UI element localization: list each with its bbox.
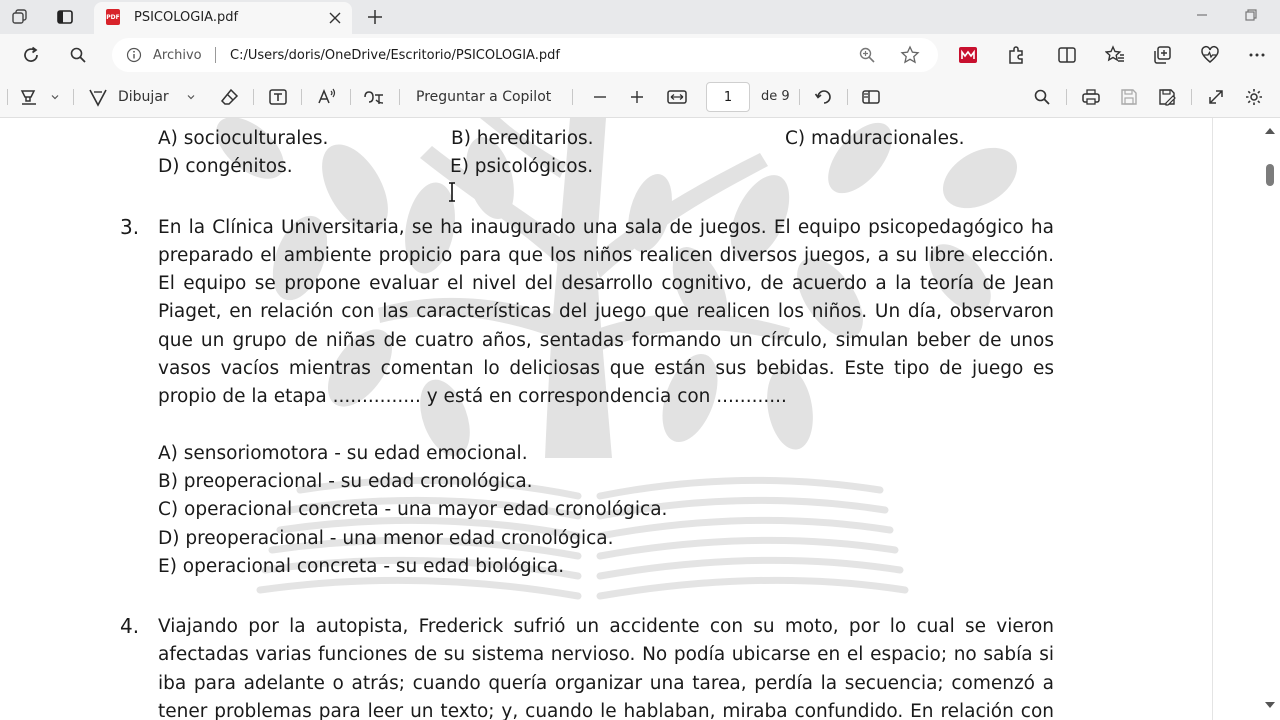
highlight-options-chevron-icon[interactable] (48, 85, 62, 109)
close-icon[interactable] (328, 10, 342, 29)
page-number-input[interactable]: 1 (706, 82, 750, 112)
tab-actions-icon[interactable] (54, 6, 76, 28)
q3-option: E) operacional concreta - su edad biológica. (158, 556, 565, 577)
toolbar-divider (350, 89, 351, 105)
restore-icon[interactable] (1244, 8, 1258, 26)
toolbar-divider (73, 89, 74, 105)
draw-icon (88, 87, 108, 107)
q3-text-line: preparado el ambiente propicio para que los niños realicen diversos juegos, a su libre elección. (158, 245, 1054, 266)
toolbar-divider (253, 89, 254, 105)
scrollbar-thumb[interactable] (1266, 164, 1274, 186)
eraser-icon[interactable] (219, 85, 241, 109)
pdf-page-viewer[interactable] (0, 118, 1280, 720)
toolbar-divider (301, 89, 302, 105)
q2-option-b: B) hereditarios. (451, 128, 594, 149)
read-aloud-icon[interactable] (316, 85, 338, 109)
highlight-icon[interactable] (18, 85, 40, 109)
address-bar[interactable] (112, 38, 938, 72)
new-tab-icon[interactable] (364, 6, 386, 28)
tab-strip (0, 0, 1280, 34)
text-icon[interactable] (267, 85, 289, 109)
q2-option-e: E) psicológicos. (450, 156, 594, 177)
toolbar-divider (799, 89, 800, 105)
split-screen-icon[interactable] (1055, 43, 1079, 67)
favorites-icon[interactable] (1103, 43, 1127, 67)
address-scheme-label: Archivo (153, 48, 202, 63)
q4-text-line: tener problemas para leer un texto; y, cuando le hablaban, miraba confundido. En relación con (158, 701, 1054, 720)
q2-option-c: C) maduracionales. (785, 128, 965, 149)
zoom-icon[interactable] (858, 46, 876, 68)
settings-icon[interactable] (1243, 85, 1265, 109)
q3-option: C) operacional concreta - una mayor edad cronológica. (158, 499, 668, 520)
q3-text-line: El equipo se propone evaluar el nivel del desarrollo cognitivo, de acuerdo a la teoría de Jean (158, 273, 1054, 294)
browser-essentials-icon[interactable] (1198, 43, 1222, 67)
toolbar-divider (572, 89, 573, 105)
q3-text-line: que un grupo de niñas de cuatro años, sentadas formando un círculo, simulan beber de unos (158, 330, 1054, 351)
save-as-icon[interactable] (1156, 85, 1178, 109)
pdf-file-icon (106, 9, 120, 25)
minimize-icon[interactable] (1195, 8, 1209, 26)
zoom-in-icon[interactable] (627, 85, 647, 109)
scroll-up-icon[interactable] (1265, 128, 1275, 134)
refresh-icon[interactable] (19, 43, 43, 67)
toolbar-divider (7, 89, 8, 105)
print-icon[interactable] (1080, 85, 1102, 109)
search-icon[interactable] (66, 43, 90, 67)
q4-text-line: Viajando por la autopista, Frederick sufrió un accidente con su moto, por lo cual se vieron (158, 616, 1054, 637)
workspaces-icon[interactable] (9, 6, 31, 28)
zoom-out-icon[interactable] (590, 85, 610, 109)
draw-button[interactable] (88, 85, 168, 109)
vertical-scrollbar[interactable] (1262, 118, 1280, 720)
q3-text-line: Piaget, en relación con las características del juego que realicen los niños. Un día, observaron (158, 301, 1054, 322)
q3-option: A) sensoriomotora - su edad emocional. (158, 443, 528, 464)
q3-option: B) preoperacional - su edad cronológica. (158, 471, 533, 492)
address-bar-row (0, 34, 1280, 76)
q3-text-line: En la Clínica Universitaria, se ha inaugurado una sala de juegos. El equipo psicopedagógico ha (158, 217, 1054, 238)
pdf-badge-text: PDF (106, 13, 120, 21)
ask-copilot-button[interactable] (416, 85, 556, 109)
draw-options-chevron-icon[interactable] (184, 85, 198, 109)
fit-page-icon[interactable] (665, 85, 689, 109)
toolbar-divider (399, 89, 400, 105)
draw-label: Dibujar (118, 89, 169, 105)
question-number: 3. (120, 215, 140, 239)
address-divider (215, 47, 216, 63)
q3-text-line: propio de la etapa ............... y está en correspondencia con ............ (158, 386, 787, 407)
save-icon[interactable] (1118, 85, 1140, 109)
info-icon[interactable] (126, 47, 142, 67)
q4-text-line: afectadas varias funciones de su sistema nervioso. No podía ubicarse en el espacio; no sabía si (158, 644, 1054, 665)
ask-copilot-label: Preguntar a Copilot (416, 89, 552, 105)
q3-text-line: vasos vacíos mientras comentan lo deliciosas que están sus bebidas. Este tipo de juego es (158, 358, 1054, 379)
page-view-icon[interactable] (860, 85, 882, 109)
pdf-toolbar (0, 76, 1280, 118)
q2-option-d: D) congénitos. (158, 156, 293, 177)
question-number: 4. (120, 614, 140, 638)
translate-icon[interactable] (363, 85, 385, 109)
extensions-icon[interactable] (1004, 43, 1028, 67)
page-edge (1212, 118, 1213, 720)
page-total-label: de 9 (761, 89, 790, 104)
text-cursor-icon (446, 181, 458, 207)
q4-text-line: iba para adelante o atrás; cuando quería organizar una tarea, perdía la secuencia; comenzó a (158, 673, 1054, 694)
collections-icon[interactable] (1150, 43, 1174, 67)
tab-title: PSICOLOGIA.pdf (134, 10, 239, 25)
extension-red-icon[interactable] (956, 43, 980, 67)
fullscreen-icon[interactable] (1205, 85, 1227, 109)
scroll-down-icon[interactable] (1265, 702, 1275, 708)
more-icon[interactable] (1245, 43, 1269, 67)
toolbar-divider (847, 89, 848, 105)
favorite-star-icon[interactable] (900, 45, 920, 69)
rotate-icon[interactable] (813, 85, 835, 109)
q2-option-a: A) socioculturales. (158, 128, 329, 149)
q3-option: D) preoperacional - una menor edad cronológica. (158, 528, 614, 549)
active-tab[interactable] (94, 2, 352, 34)
toolbar-divider (1191, 89, 1192, 105)
toolbar-divider (1066, 89, 1067, 105)
url-text[interactable]: C:/Users/doris/OneDrive/Escritorio/PSICOLOGIA.pdf (230, 48, 560, 63)
find-icon[interactable] (1031, 85, 1053, 109)
